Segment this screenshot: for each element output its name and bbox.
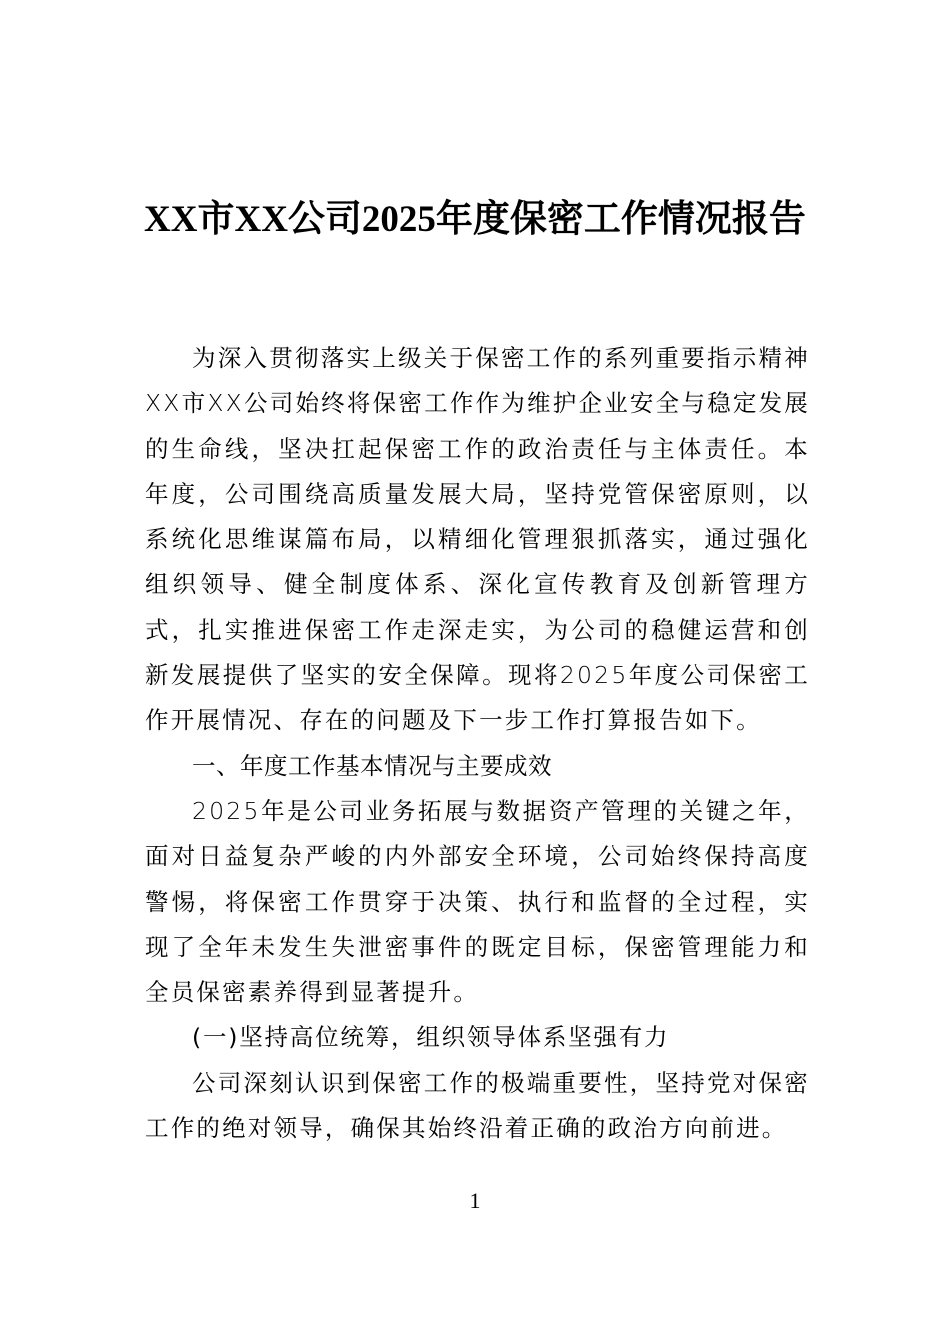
page-number: 1 bbox=[469, 1188, 481, 1213]
subsection-heading-1: (一)坚持高位统筹，组织领导体系坚强有力 bbox=[192, 1023, 670, 1052]
subsection-1-paragraph: 公司深刻认识到保密工作的极端重要性，坚持党对保密工作的绝对领导，确保其始终沿着正确的政治方向前进。 bbox=[145, 1068, 810, 1143]
document-body bbox=[145, 336, 810, 1151]
section-heading-1: 一、年度工作基本情况与主要成效 bbox=[192, 751, 552, 780]
intro-paragraph: 为深入贯彻落实上级关于保密工作的系列重要指示精神XX市XX公司始终将保密工作作为维护企业安全与稳定发展的生命线，坚决扛起保密工作的政治责任与主体责任。本年度，公司围绕高质量发展大局，坚持党管保密原则，以系统化思维谋篇布局，以精细化管理狠抓落实，通过强化组织领导、健全制度体系、深化宣传教育及创新管理方式，扎实推进保密工作走深走实，为公司的稳健运营和创新发展提供了坚实的安全保障。现将2025年度公司保密工作开展情况、存在的问题及下一步工作打算报告如下。 bbox=[145, 344, 810, 735]
section-1-paragraph: 2025年是公司业务拓展与数据资产管理的关键之年，面对日益复杂严峻的内外部安全环境，公司始终保持高度警惕，将保密工作贯穿于决策、执行和监督的全过程，实现了全年未发生失泄密事件的既定目标，保密管理能力和全员保密素养得到显著提升。 bbox=[145, 796, 810, 1007]
document-title: XX市XX公司2025年度保密工作情况报告 bbox=[144, 198, 806, 240]
